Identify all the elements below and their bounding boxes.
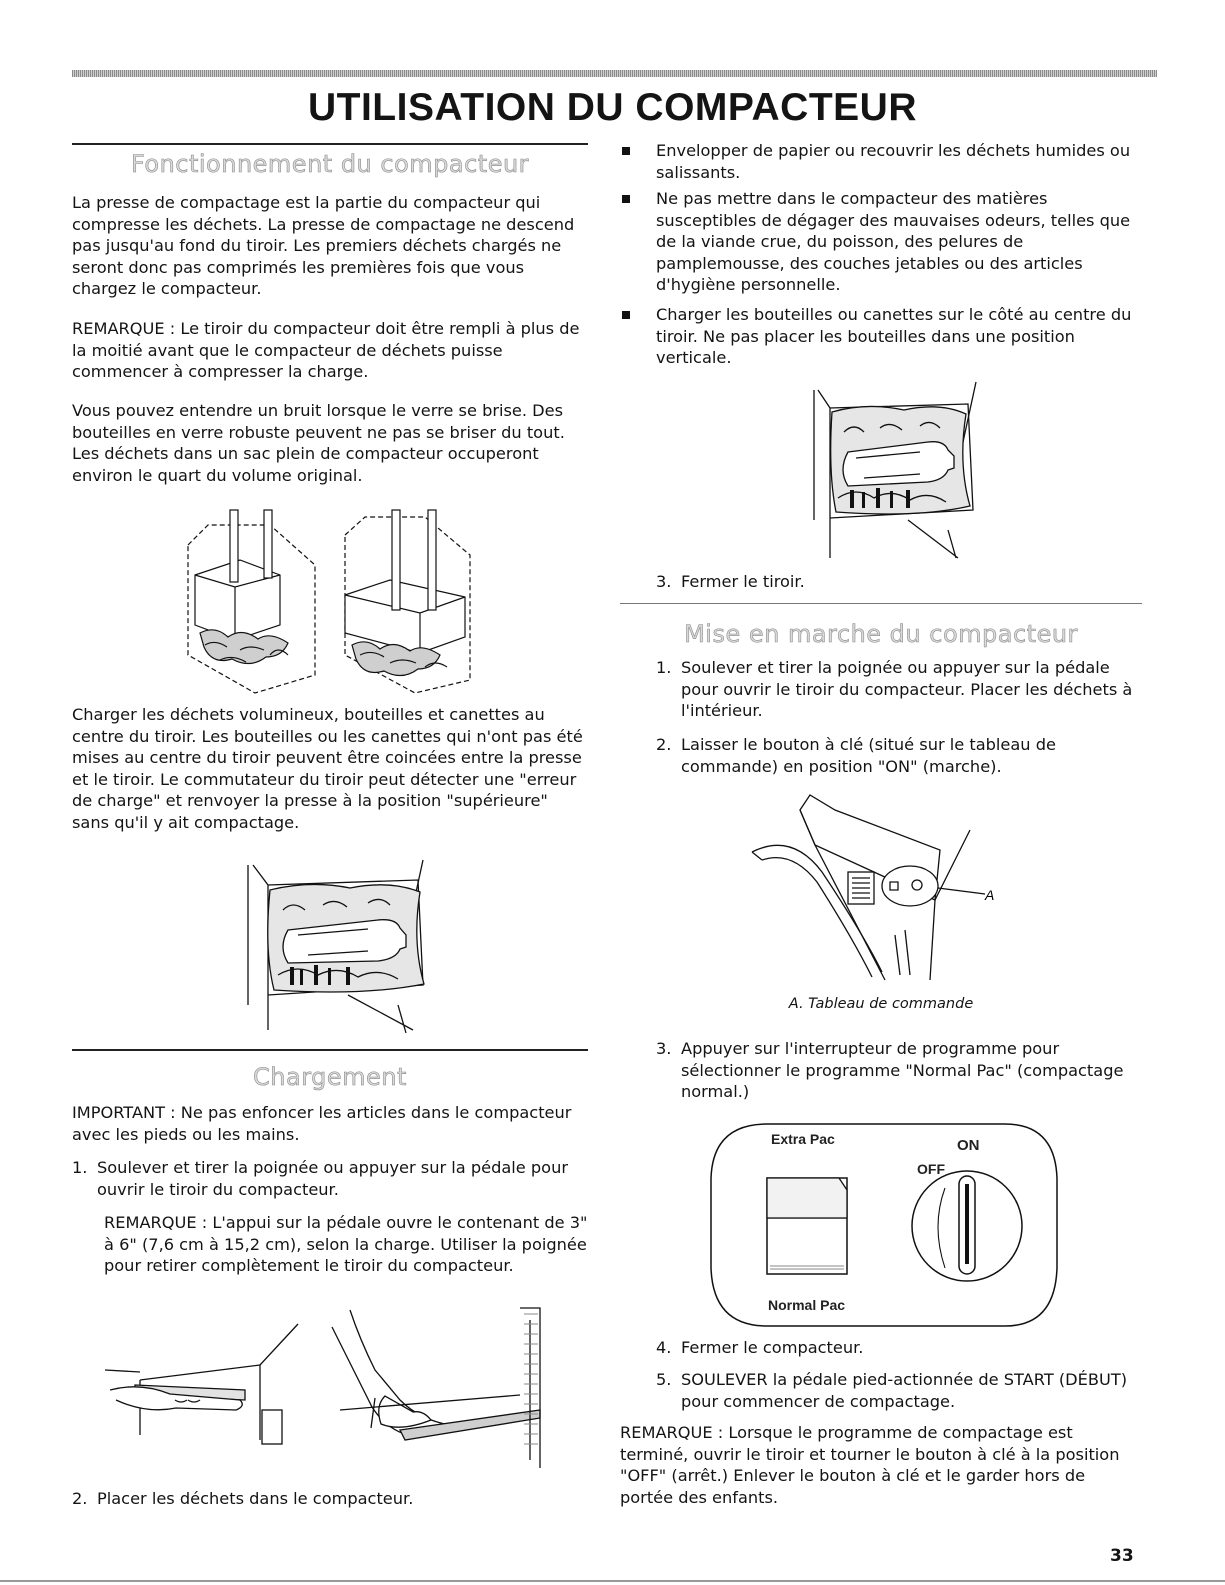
step-text: Laisser le bouton à clé (situé sur le tableau de commande) en position "ON" (marche).: [681, 735, 1056, 776]
compactor-press-diagram: [180, 505, 480, 700]
important-text: Ne pas enfoncer les articles dans le compacteur avec les pieds ou les mains.: [72, 1103, 572, 1144]
important-label: IMPORTANT :: [72, 1103, 176, 1122]
section-heading-loading: Chargement: [253, 1063, 407, 1091]
bullet-square-icon: [622, 147, 630, 155]
section-heading-operation: Fonctionnement du compacteur: [130, 150, 530, 178]
bullet-item: [656, 188, 1142, 296]
step-number: 2.: [72, 1489, 88, 1508]
step-text: Fermer le compacteur.: [681, 1338, 864, 1357]
drawer-bottle-illustration: [808, 380, 988, 560]
step-number: 5.: [656, 1370, 672, 1389]
figure-caption: A. Tableau de commande: [788, 996, 974, 1012]
step-text: Appuyer sur l'interrupteur de programme pour sélectionner le programme "Normal Pac" (compactage normal.): [681, 1039, 1124, 1101]
close-drawer-step: [656, 571, 1142, 593]
normal-pac-label: Normal Pac: [768, 1297, 846, 1313]
step-number: 3.: [656, 572, 672, 591]
step-number: 4.: [656, 1338, 672, 1357]
top-decorative-bar: [72, 70, 1157, 77]
paragraph-important: [72, 1102, 588, 1145]
handle-and-pedal-illustration: [100, 1300, 560, 1470]
paragraph-press: La presse de compactage est la partie du compacteur qui compresse les déchets. La presse de compactage ne descend pas jusqu'au fond du tiroir. Les premiers déchets chargés ne seront donc pas comprimés les premières fois que vous chargez le compacteur.: [72, 193, 575, 298]
control-panel-location-illustration: [740, 790, 1010, 985]
note-label: REMARQUE :: [104, 1213, 208, 1232]
drawer-bottle-illustration: [228, 855, 438, 1035]
note-text: L'appui sur la pédale ouvre le contenant de 3" à 6" (7,6 cm à 15,2 cm), selon la charge. Utiliser la poignée pour retirer complètement le tiroir du compacteur.: [104, 1213, 588, 1275]
callout-letter: A: [985, 887, 995, 903]
bottom-edge-line: [0, 1580, 1225, 1582]
loading-step-2: [72, 1488, 588, 1510]
bullet-text: Envelopper de papier ou recouvrir les déchets humides ou salissants.: [656, 141, 1131, 182]
paragraph-glass: Vous pouvez entendre un bruit lorsque le verre se brise. Des bouteilles en verre robuste peuvent ne pas se briser du tout. Les déchets dans un sac plein de compacteur occuperont environ le quart du volume original.: [72, 401, 565, 485]
bullet-square-icon: [622, 195, 630, 203]
note-label: REMARQUE :: [72, 319, 176, 338]
paragraph-pedal-note: [104, 1212, 588, 1277]
note-label: REMARQUE :: [620, 1423, 724, 1442]
on-label: ON: [957, 1137, 980, 1154]
off-label: OFF: [917, 1161, 945, 1177]
step-number: 1.: [656, 658, 672, 677]
step-text: Placer les déchets dans le compacteur.: [97, 1489, 414, 1508]
step-text: SOULEVER la pédale pied-actionnée de START (DÉBUT) pour commencer de compactage.: [681, 1370, 1128, 1411]
paragraph-final-note: [620, 1422, 1142, 1508]
section-divider: [72, 143, 588, 145]
section-divider: [72, 1049, 588, 1051]
start-step-3: [656, 1038, 1142, 1103]
bullet-text: Ne pas mettre dans le compacteur des matières susceptibles de dégager des mauvaises odeurs, telles que de la viande crue, du poisson, des pelures de pamplemousse, des couches jetables ou des articles d'hygiène personnelle.: [656, 189, 1131, 294]
paragraph-loading: Charger les déchets volumineux, bouteilles et canettes au centre du tiroir. Les bouteilles ou les canettes qui n'ont pas été mises au centre du tiroir peuvent être coincées entre la presse et le tiroir. Le commutateur du tiroir peut détecter une "erreur de charge" et renvoyer la presse à la position "supérieure" sans qu'il y ait compactage.: [72, 705, 583, 832]
start-step-2: [656, 734, 1142, 777]
start-step-4: [656, 1337, 1142, 1359]
step-number: 1.: [72, 1158, 88, 1177]
step-text: Soulever et tirer la poignée ou appuyer sur la pédale pour ouvrir le tiroir du compacteur.: [97, 1158, 568, 1199]
step-number: 2.: [656, 735, 672, 754]
start-step-5: [656, 1369, 1142, 1412]
page-number: 33: [1110, 1546, 1134, 1566]
note-text: Lorsque le programme de compactage est terminé, ouvrir le tiroir et tourner le bouton à clé à la position "OFF" (arrêt.) Enlever le bouton à clé et le garder hors de portée des enfants.: [620, 1423, 1120, 1507]
bullet-text: Charger les bouteilles ou canettes sur le côté au centre du tiroir. Ne pas placer les bouteilles dans une position verticale.: [656, 305, 1132, 367]
note-text: Le tiroir du compacteur doit être rempli à plus de la moitié avant que le compacteur de déchets puisse commencer à compresser la charge.: [72, 319, 580, 381]
program-selector-panel: [705, 1118, 1065, 1333]
bullet-item: [656, 140, 1142, 183]
step-number: 3.: [656, 1039, 672, 1058]
extra-pac-label: Extra Pac: [771, 1131, 835, 1147]
start-step-1: [656, 657, 1142, 722]
program-rocker-switch[interactable]: [767, 1178, 847, 1274]
page-title: UTILISATION DU COMPACTEUR: [307, 86, 918, 129]
bullet-item: [656, 304, 1142, 369]
step-text: Fermer le tiroir.: [681, 572, 805, 591]
section-divider: [620, 603, 1142, 604]
section-heading-start: Mise en marche du compacteur: [684, 620, 1078, 648]
paragraph-note-fill: [72, 318, 588, 383]
bullet-square-icon: [622, 311, 630, 319]
step-text: Soulever et tirer la poignée ou appuyer sur la pédale pour ouvrir le tiroir du compacteur. Placer les déchets à l'intérieur.: [681, 658, 1133, 720]
key-knob[interactable]: [912, 1171, 1022, 1281]
loading-step-1: [72, 1157, 588, 1200]
